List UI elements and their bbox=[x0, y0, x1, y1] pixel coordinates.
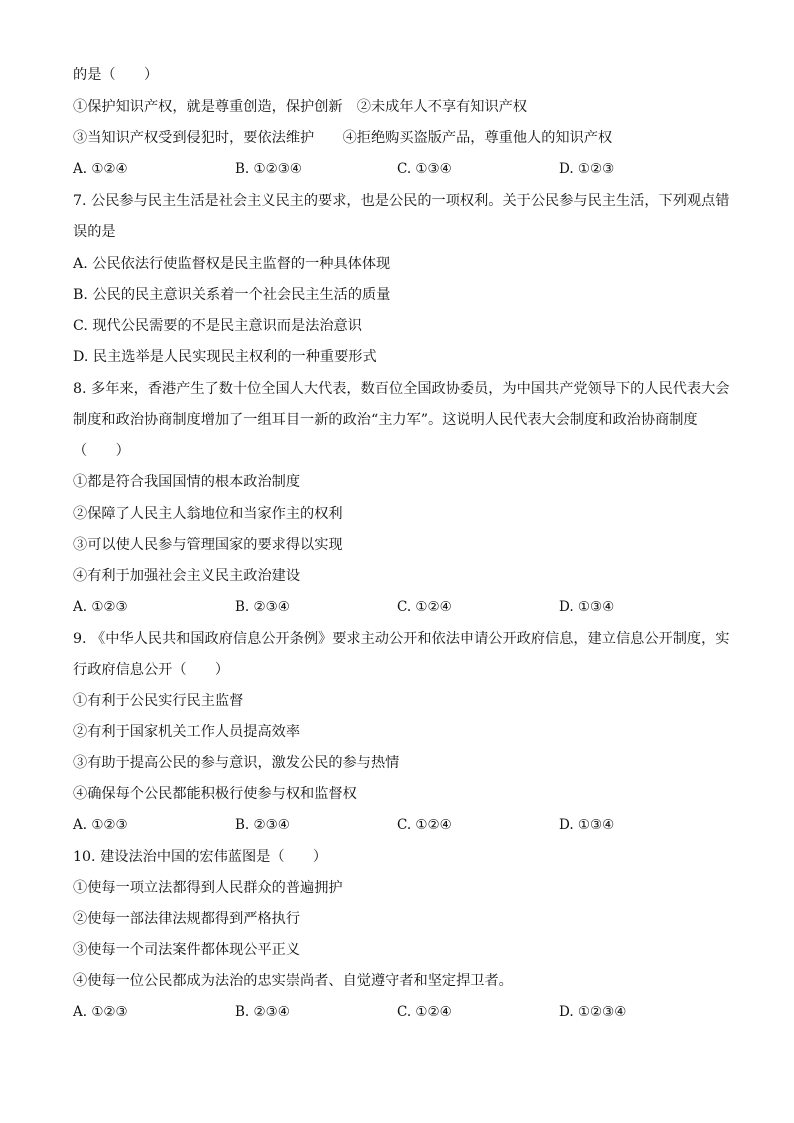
q8-option-b: B. ②③④ bbox=[235, 599, 290, 615]
q7-stem: 7. 公民参与民主生活是社会主义民主的要求，也是公民的一项权利。关于公民参与民主生活，下列观点错 bbox=[73, 193, 730, 209]
q10-statement-2: ②使每一部法律法规都得到严格执行 bbox=[73, 911, 301, 927]
q6-statements-3-4: ③当知识产权受到侵犯时，要依法维护 ④拒绝购买盗版产品，尊重他人的知识产权 bbox=[73, 130, 613, 146]
q10-options bbox=[73, 1002, 733, 1022]
q7-option-a: A. 公民依法行使监督权是民主监督的一种具体体现 bbox=[73, 256, 391, 272]
q10-option-c: C. ①②④ bbox=[397, 1004, 452, 1020]
q8-option-d: D. ①③④ bbox=[559, 599, 615, 615]
q6-option-c: C. ①③④ bbox=[397, 161, 452, 177]
q9-option-c: C. ①②④ bbox=[397, 817, 452, 833]
q9-option-d: D. ①③④ bbox=[559, 817, 615, 833]
q8-stem-cont: 制度和政治协商制度增加了一组耳目一新的政治“主力军”。这说明人民代表大会制度和政治协商制度 bbox=[73, 412, 698, 428]
q8-stem: 8. 多年来，香港产生了数十位全国人大代表，数百位全国政协委员，为中国共产党领导下的人民代表大会 bbox=[73, 381, 730, 397]
q6-options bbox=[73, 159, 733, 179]
q10-option-a: A. ①②③ bbox=[73, 1004, 128, 1020]
q10-stem: 10. 建设法治中国的宏伟蓝图是（ ） bbox=[73, 849, 328, 865]
q8-statement-2: ②保障了人民主人翁地位和当家作主的权利 bbox=[73, 506, 343, 522]
q6-option-a: A. ①②④ bbox=[73, 161, 128, 177]
q6-option-d: D. ①②③ bbox=[559, 161, 615, 177]
q9-stem: 9. 《中华人民共和国政府信息公开条例》要求主动公开和依法申请公开政府信息，建立信息公开制度，实 bbox=[73, 631, 730, 647]
q9-statement-3: ③有助于提高公民的参与意识，激发公民的参与热情 bbox=[73, 755, 400, 771]
q8-stem-blank: （ ） bbox=[73, 443, 130, 459]
q7-option-c: C. 现代公民需要的不是民主意识而是法治意识 bbox=[73, 318, 362, 334]
q10-statement-3: ③使每一个司法案件都体现公平正义 bbox=[73, 942, 301, 958]
q9-option-a: A. ①②③ bbox=[73, 817, 128, 833]
q8-statement-1: ①都是符合我国国情的根本政治制度 bbox=[73, 474, 301, 490]
q9-statement-4: ④确保每个公民都能积极行使参与权和监督权 bbox=[73, 786, 357, 802]
q8-option-a: A. ①②③ bbox=[73, 599, 128, 615]
q8-option-c: C. ①②④ bbox=[397, 599, 452, 615]
q9-option-b: B. ②③④ bbox=[235, 817, 290, 833]
q6-statements-1-2: ①保护知识产权，就是尊重创造，保护创新 ②未成年人不享有知识产权 bbox=[73, 99, 528, 115]
q8-options bbox=[73, 597, 733, 617]
q10-option-d: D. ①②③④ bbox=[559, 1004, 627, 1020]
q10-option-b: B. ②③④ bbox=[235, 1004, 290, 1020]
q7-option-d: D. 民主选举是人民实现民主权利的一种重要形式 bbox=[73, 349, 377, 365]
q6-stem-tail: 的是（ ） bbox=[73, 67, 159, 83]
q10-statement-4: ④使每一位公民都成为法治的忠实崇尚者、自觉遵守者和坚定捍卫者。 bbox=[73, 973, 513, 989]
q10-statement-1: ①使每一项立法都得到人民群众的普遍拥护 bbox=[73, 880, 343, 896]
q7-stem-cont: 误的是 bbox=[73, 224, 116, 240]
q9-statement-1: ①有利于公民实行民主监督 bbox=[73, 693, 244, 709]
q6-option-b: B. ①②③④ bbox=[235, 161, 302, 177]
q9-options bbox=[73, 815, 733, 835]
q7-option-b: B. 公民的民主意识关系着一个社会民主生活的质量 bbox=[73, 287, 391, 303]
q8-statement-4: ④有利于加强社会主义民主政治建设 bbox=[73, 568, 301, 584]
q9-statement-2: ②有利于国家机关工作人员提高效率 bbox=[73, 724, 301, 740]
q9-stem-cont: 行政府信息公开（ ） bbox=[73, 662, 230, 678]
q8-statement-3: ③可以使人民参与管理国家的要求得以实现 bbox=[73, 537, 343, 553]
